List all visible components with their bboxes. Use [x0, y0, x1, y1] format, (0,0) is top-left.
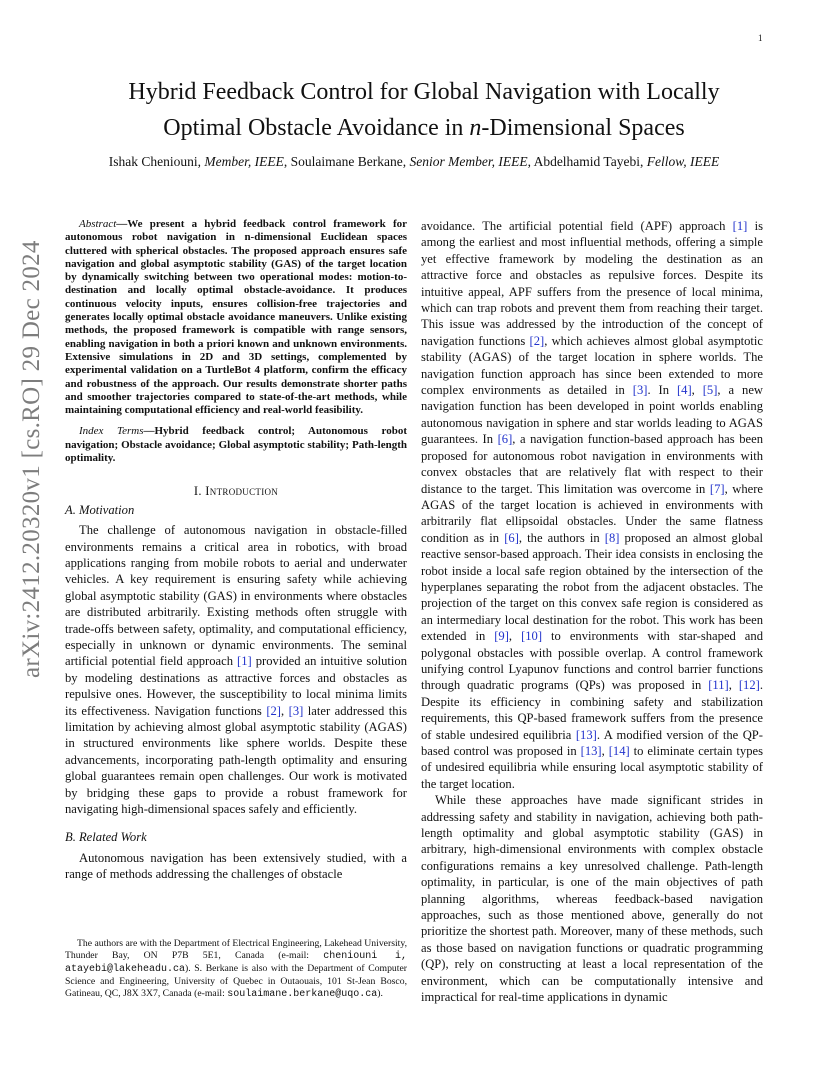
- text-span: ,: [728, 678, 739, 693]
- citation-link[interactable]: [6]: [497, 432, 513, 447]
- left-column: [65, 218, 407, 883]
- footnote-text: [65, 938, 407, 1001]
- email-link[interactable]: cheniouni i,: [323, 951, 407, 963]
- citation-link[interactable]: [7]: [709, 481, 725, 496]
- citation-link[interactable]: [8]: [604, 530, 620, 545]
- author-1-name: Ishak Cheniouni,: [108, 154, 205, 169]
- text-span: proposed an almost global reactive sensor-based approach. Their idea consists in enclosing the robot inside a local safe region obtained by the intersection of the hyperplanes separating the robot from the adjacent obstacles. The projection of the target on this convex safe region is considered as an intermediary local destination for the robot. This work has been extended in: [421, 530, 763, 644]
- challenges-paragraph: While these approaches have made significant strides in addressing safety and stability in navigation, achieving both path-length optimality and global asymptotic stability (GAS) in arbitrary, high-dimensional environments with complex obstacle configurations remains a key unresolved challenge. Path-length optimality, in particular, is one of the main objectives of path planning algorithms, whereas feedback-based navigation approaches, such as those mentioned above, generally do not prioritize the shortest path. Moreover, many of these methods, such as those based on navigation functions or quadratic programming (QP), rely on constructing at least a local representation of the environment, which can be computationally intensive and impractical for real-time applications in dynamic: [421, 793, 763, 1005]
- text-span: , a new navigation function has been developed in point worlds enabling autonomous navigation in sphere and star worlds leading to AGAS guarantees. In: [421, 383, 764, 447]
- abstract-lead: Abstract: [79, 218, 117, 230]
- title-line-2a: Optimal Obstacle Avoidance in: [163, 115, 470, 141]
- text-span: , where AGAS of the target location is achieved in environments with arbitrarily flat ellipsoidal obstacles. Under the same flatness condition as in: [421, 481, 763, 545]
- citation-link[interactable]: [6]: [504, 530, 519, 545]
- title-line-2: [80, 110, 768, 146]
- motivation-paragraph: [65, 522, 407, 817]
- section-number: I.: [193, 484, 206, 499]
- author-2-role: Senior Member, IEEE: [409, 154, 528, 169]
- email-link[interactable]: atayebi@lakeheadu.ca: [65, 964, 186, 976]
- author-2-name: , Soulaimane Berkane,: [283, 154, 410, 169]
- footnote: [65, 938, 407, 1001]
- fn-part: ). S. Berkane is also with the Department of Computer Science and Engineering, University of Quebec in Outaouais, 101 St-Jean Bosco, Gatineau, QC, J8X 3X7, Canada (e-mail:: [65, 963, 407, 1000]
- citation-link[interactable]: [11]: [708, 678, 729, 693]
- text-span: , a navigation function-based approach has been proposed for autonomous robot navigation in environments with convex obstacles that are relatively flat with respect to their distance to the target. This limitation was overcome in: [421, 432, 763, 496]
- fn-part: The authors are with the Department of Electrical Engineering, Lakehead University, Thunder Bay, ON P7B 5E1, Canada (e-mail:: [65, 938, 407, 962]
- related-work-paragraph: Autonomous navigation has been extensively studied, with a range of methods addressing the challenges of obstacle: [65, 850, 407, 882]
- page-number: 1: [758, 33, 763, 43]
- index-terms: [65, 425, 407, 465]
- author-3-name: , Abdelhamid Tayebi,: [527, 154, 647, 169]
- author-1-role: Member, IEEE: [204, 154, 284, 169]
- author-list: [60, 154, 768, 170]
- text-span: The challenge of autonomous navigation in obstacle-filled environments remains a critical area in robotics, with broad applications ranging from mobile robots to aerial and underwater vehicles. A key requirement is ensuring safety while achieving global asymptotic stability (GAS) in environments where obstacles are distributed arbitrarily. Existing methods often struggle with trade-offs between safety, optimality, and computational efficiency, especially in unknown or dynamic environments. The seminal artificial potential field approach: [65, 523, 407, 669]
- title-line-2b: -Dimensional Spaces: [481, 115, 685, 141]
- author-3-role: Fellow, IEEE: [646, 154, 720, 169]
- related-work-continued: [421, 218, 763, 792]
- text-span: . A modified version of the QP-based control was proposed in: [421, 727, 763, 758]
- paper-title: [80, 74, 768, 146]
- text-span: ,: [601, 744, 609, 758]
- citation-link[interactable]: [10]: [521, 629, 543, 644]
- citation-link[interactable]: [13]: [575, 727, 597, 742]
- citation-link[interactable]: [13]: [580, 744, 602, 758]
- title-line-1: Hybrid Feedback Control for Global Navigation with Locally: [128, 79, 720, 105]
- text-span: to eliminate certain types of undesired equilibria while ensuring local asymptotic stability of the target location.: [421, 744, 764, 791]
- citation-link[interactable]: [12]: [738, 678, 760, 693]
- arxiv-identifier: arXiv:2412.20320v1 [cs.RO] 29 Dec 2024: [18, 240, 45, 678]
- section-title: Introduction: [205, 484, 279, 499]
- fn-part: ).: [377, 988, 383, 1000]
- text-span: avoidance. The artificial potential field (APF) approach: [421, 219, 733, 233]
- text-span: ,: [508, 629, 522, 644]
- text-span: to environments with star-shaped and polygonal obstacles with possible overlap. A control framework unifying control Lyapunov functions and control barrier functions through quadratic programs (QPs) was proposed in: [421, 629, 763, 693]
- abstract-text: —We present a hybrid feedback control framework for autonomous robot navigation in n-dimensional Euclidean spaces cluttered with spherical obstacles. The proposed approach ensures safe navigation and global asymptotic stability (GAS) of the target location by dynamically switching between two operational modes: motion-to-destination and locally optimal obstacle-avoidance. It produces continuous velocity inputs, ensures collision-free trajectories and generates locally optimal obstacle avoidance maneuvers. Unlike existing methods, the proposed framework is compatible with range sensors, enabling navigation in both a priori known and unknown environments. Extensive simulations in 2D and 3D settings, complemented by experimental validation on a TurtleBot 4 platform, confirm the efficacy and robustness of the approach. Our results demonstrate shorter paths and smoother trajectories compared to state-of-the-art methods, while maintaining computational efficiency and real-world feasibility.: [65, 218, 407, 417]
- section-heading-introduction: [65, 483, 407, 499]
- citation-link[interactable]: [9]: [494, 629, 509, 644]
- text-span: ,: [691, 383, 703, 398]
- citation-link[interactable]: [14]: [608, 744, 630, 758]
- citation-link[interactable]: [1]: [237, 654, 252, 669]
- abstract: [65, 218, 407, 417]
- index-terms-text: —Hybrid feedback control; Autonomous robot navigation; Obstacle avoidance; Global asymptotic stability; Path-length optimality.: [65, 425, 407, 465]
- text-span: , the authors in: [518, 530, 605, 545]
- citation-link[interactable]: [3]: [632, 383, 648, 398]
- text-span: provided an intuitive solution by modeling destinations as attractive forces and obstacles as repulsive ones. However, the susceptibility to local minima limits its effectiveness. Navigation functions: [65, 654, 408, 718]
- subsection-heading-related-work: B. Related Work: [65, 830, 147, 845]
- citation-link[interactable]: [3]: [288, 703, 304, 718]
- citation-link[interactable]: [4]: [676, 383, 692, 398]
- index-terms-lead: Index Terms: [79, 425, 144, 438]
- citation-link[interactable]: [2]: [529, 333, 545, 348]
- citation-link[interactable]: [5]: [702, 383, 718, 398]
- text-span: . Despite its efficiency in combining safety and stabilization requirements, this QP-based framework suffers from the presence of stable undesired equilibria: [421, 678, 763, 742]
- text-span: is among the earliest and most influential methods, offering a simple yet effective framework by modeling the destination as an attractive force and obstacles as repulsive forces. Despite its intuitive appeal, APF suffers from the presence of local minima, which can trap robots and prevent them from reaching their target. This issue was addressed by the introduction of the concept of navigation functions: [421, 219, 763, 348]
- text-span: later addressed this limitation by achieving almost global asymptotic stability (AGAS) in structured environments like sphere worlds. Despite these advancements, incorporating path-length optimality and ensuring global guarantees remain open challenges. Our work is motivated by bridging these gaps to provide a robust framework for navigating high-dimensional spaces safely and efficiently.: [65, 703, 407, 817]
- subsection-heading-motivation: A. Motivation: [65, 502, 135, 517]
- title-n: n: [469, 115, 482, 141]
- text-span: . In: [647, 383, 677, 398]
- text-span: ,: [281, 703, 289, 718]
- email-link[interactable]: soulaimane.berkane@uqo.ca: [227, 989, 378, 1001]
- right-column: [421, 218, 763, 1006]
- text-span: , which achieves almost global asymptotic stability (AGAS) of the target location in sphere worlds. The navigation function approach has since been extended to more complex environments as detailed in: [421, 333, 764, 398]
- citation-link[interactable]: [2]: [266, 703, 281, 718]
- citation-link[interactable]: [1]: [732, 219, 748, 233]
